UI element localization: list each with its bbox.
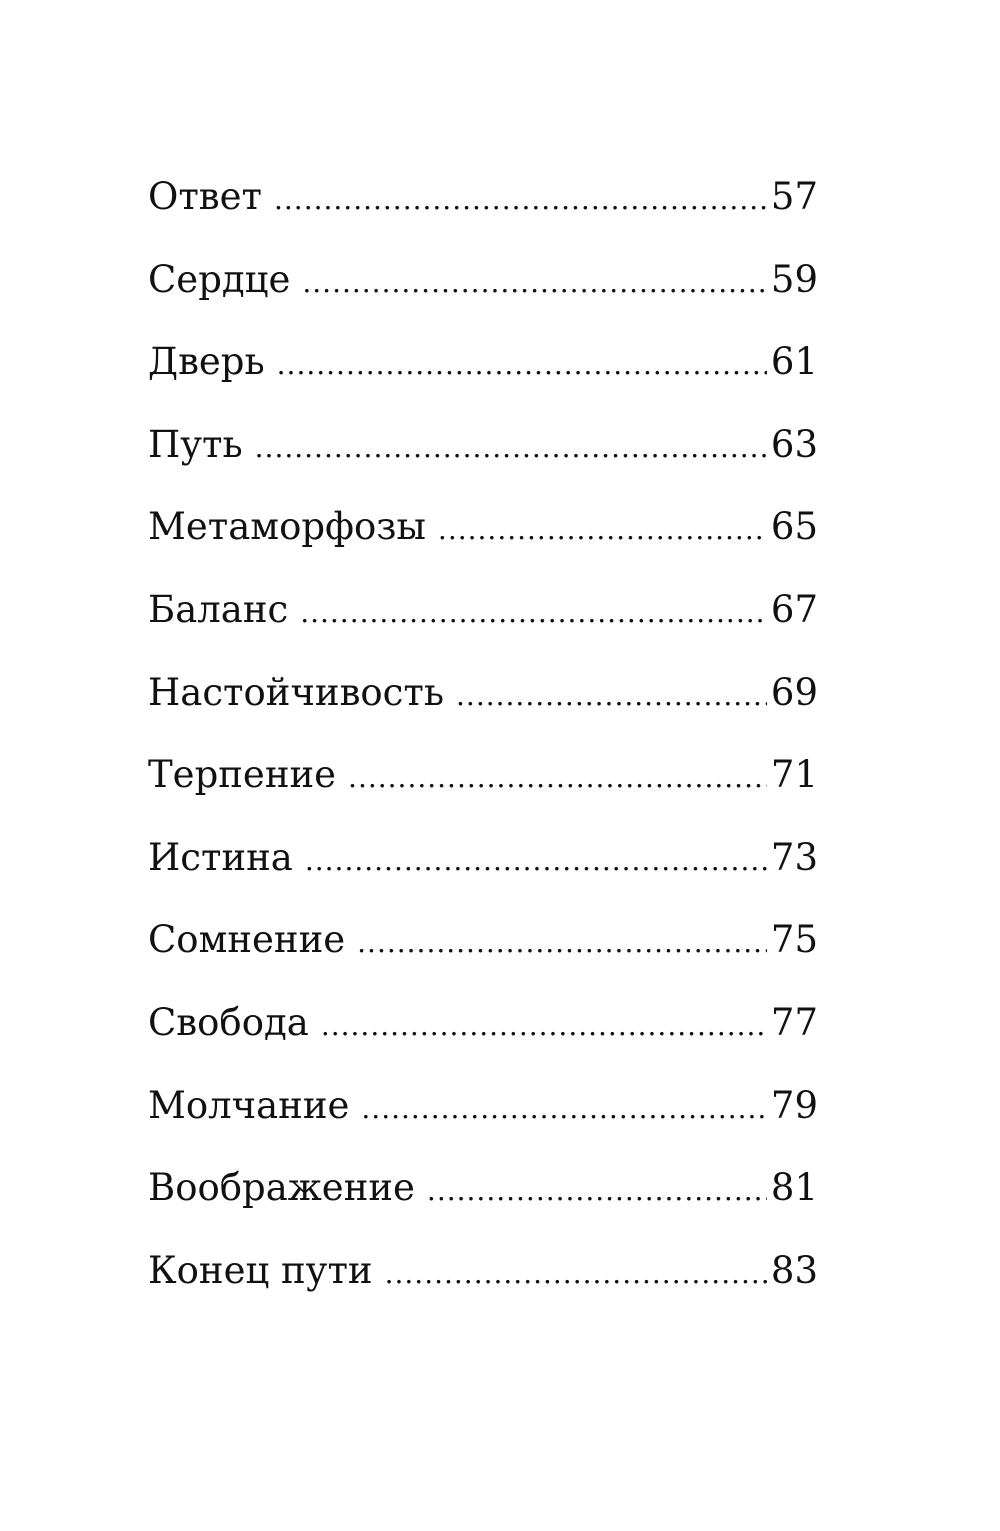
page-number: 59 (770, 257, 818, 301)
page-number: 77 (770, 1000, 818, 1044)
dot-leader (300, 599, 767, 627)
entry-title: Воображение (148, 1166, 415, 1210)
page-number: 81 (770, 1166, 818, 1210)
entry-title: Конец пути (148, 1248, 373, 1292)
table-of-contents (148, 175, 818, 1334)
toc-entry (148, 1083, 818, 1170)
dot-leader (348, 764, 767, 792)
page-number: 79 (770, 1083, 818, 1127)
entry-title: Свобода (148, 1000, 309, 1044)
entry-title: Метаморфозы (148, 505, 426, 549)
page-number: 67 (770, 587, 818, 631)
toc-entry (148, 753, 818, 839)
toc-entry (148, 340, 818, 426)
page-number: 65 (770, 505, 818, 549)
entry-title: Молчание (148, 1083, 350, 1127)
dot-leader (321, 1012, 767, 1040)
page-number: 75 (770, 918, 818, 962)
dot-leader (438, 516, 767, 544)
page-number: 63 (770, 422, 818, 466)
dot-leader (274, 186, 767, 214)
toc-entry (148, 175, 818, 261)
page-number: 61 (770, 340, 818, 384)
toc-entry (148, 918, 818, 1004)
toc-entry (148, 670, 818, 757)
entry-title: Истина (148, 835, 293, 879)
dot-leader (277, 351, 767, 379)
page-number: 71 (770, 753, 818, 797)
toc-entry (148, 1000, 818, 1087)
toc-entry (148, 835, 818, 922)
toc-entry (148, 257, 818, 344)
entry-title: Терпение (148, 753, 337, 797)
page-number: 69 (770, 670, 818, 714)
toc-entry (148, 1248, 818, 1335)
dot-leader (357, 929, 767, 957)
entry-title: Ответ (148, 175, 262, 218)
entry-title: Настойчивость (148, 670, 445, 714)
page-number: 83 (770, 1248, 818, 1292)
dot-leader (361, 1095, 767, 1123)
dot-leader (305, 847, 767, 875)
entry-title: Сердце (148, 257, 291, 301)
entry-title: Сомнение (148, 918, 346, 962)
toc-entry (148, 1166, 818, 1252)
dot-leader (385, 1260, 767, 1288)
entry-title: Дверь (148, 340, 265, 384)
entry-title: Путь (148, 422, 243, 466)
dot-leader (302, 269, 767, 297)
dot-leader (427, 1177, 767, 1205)
page-number: 57 (770, 175, 818, 218)
dot-leader (456, 682, 767, 710)
dot-leader (255, 434, 767, 462)
page-number: 73 (770, 835, 818, 879)
toc-entry (148, 587, 818, 674)
toc-entry (148, 505, 818, 591)
entry-title: Баланс (148, 587, 289, 631)
toc-entry (148, 422, 818, 509)
